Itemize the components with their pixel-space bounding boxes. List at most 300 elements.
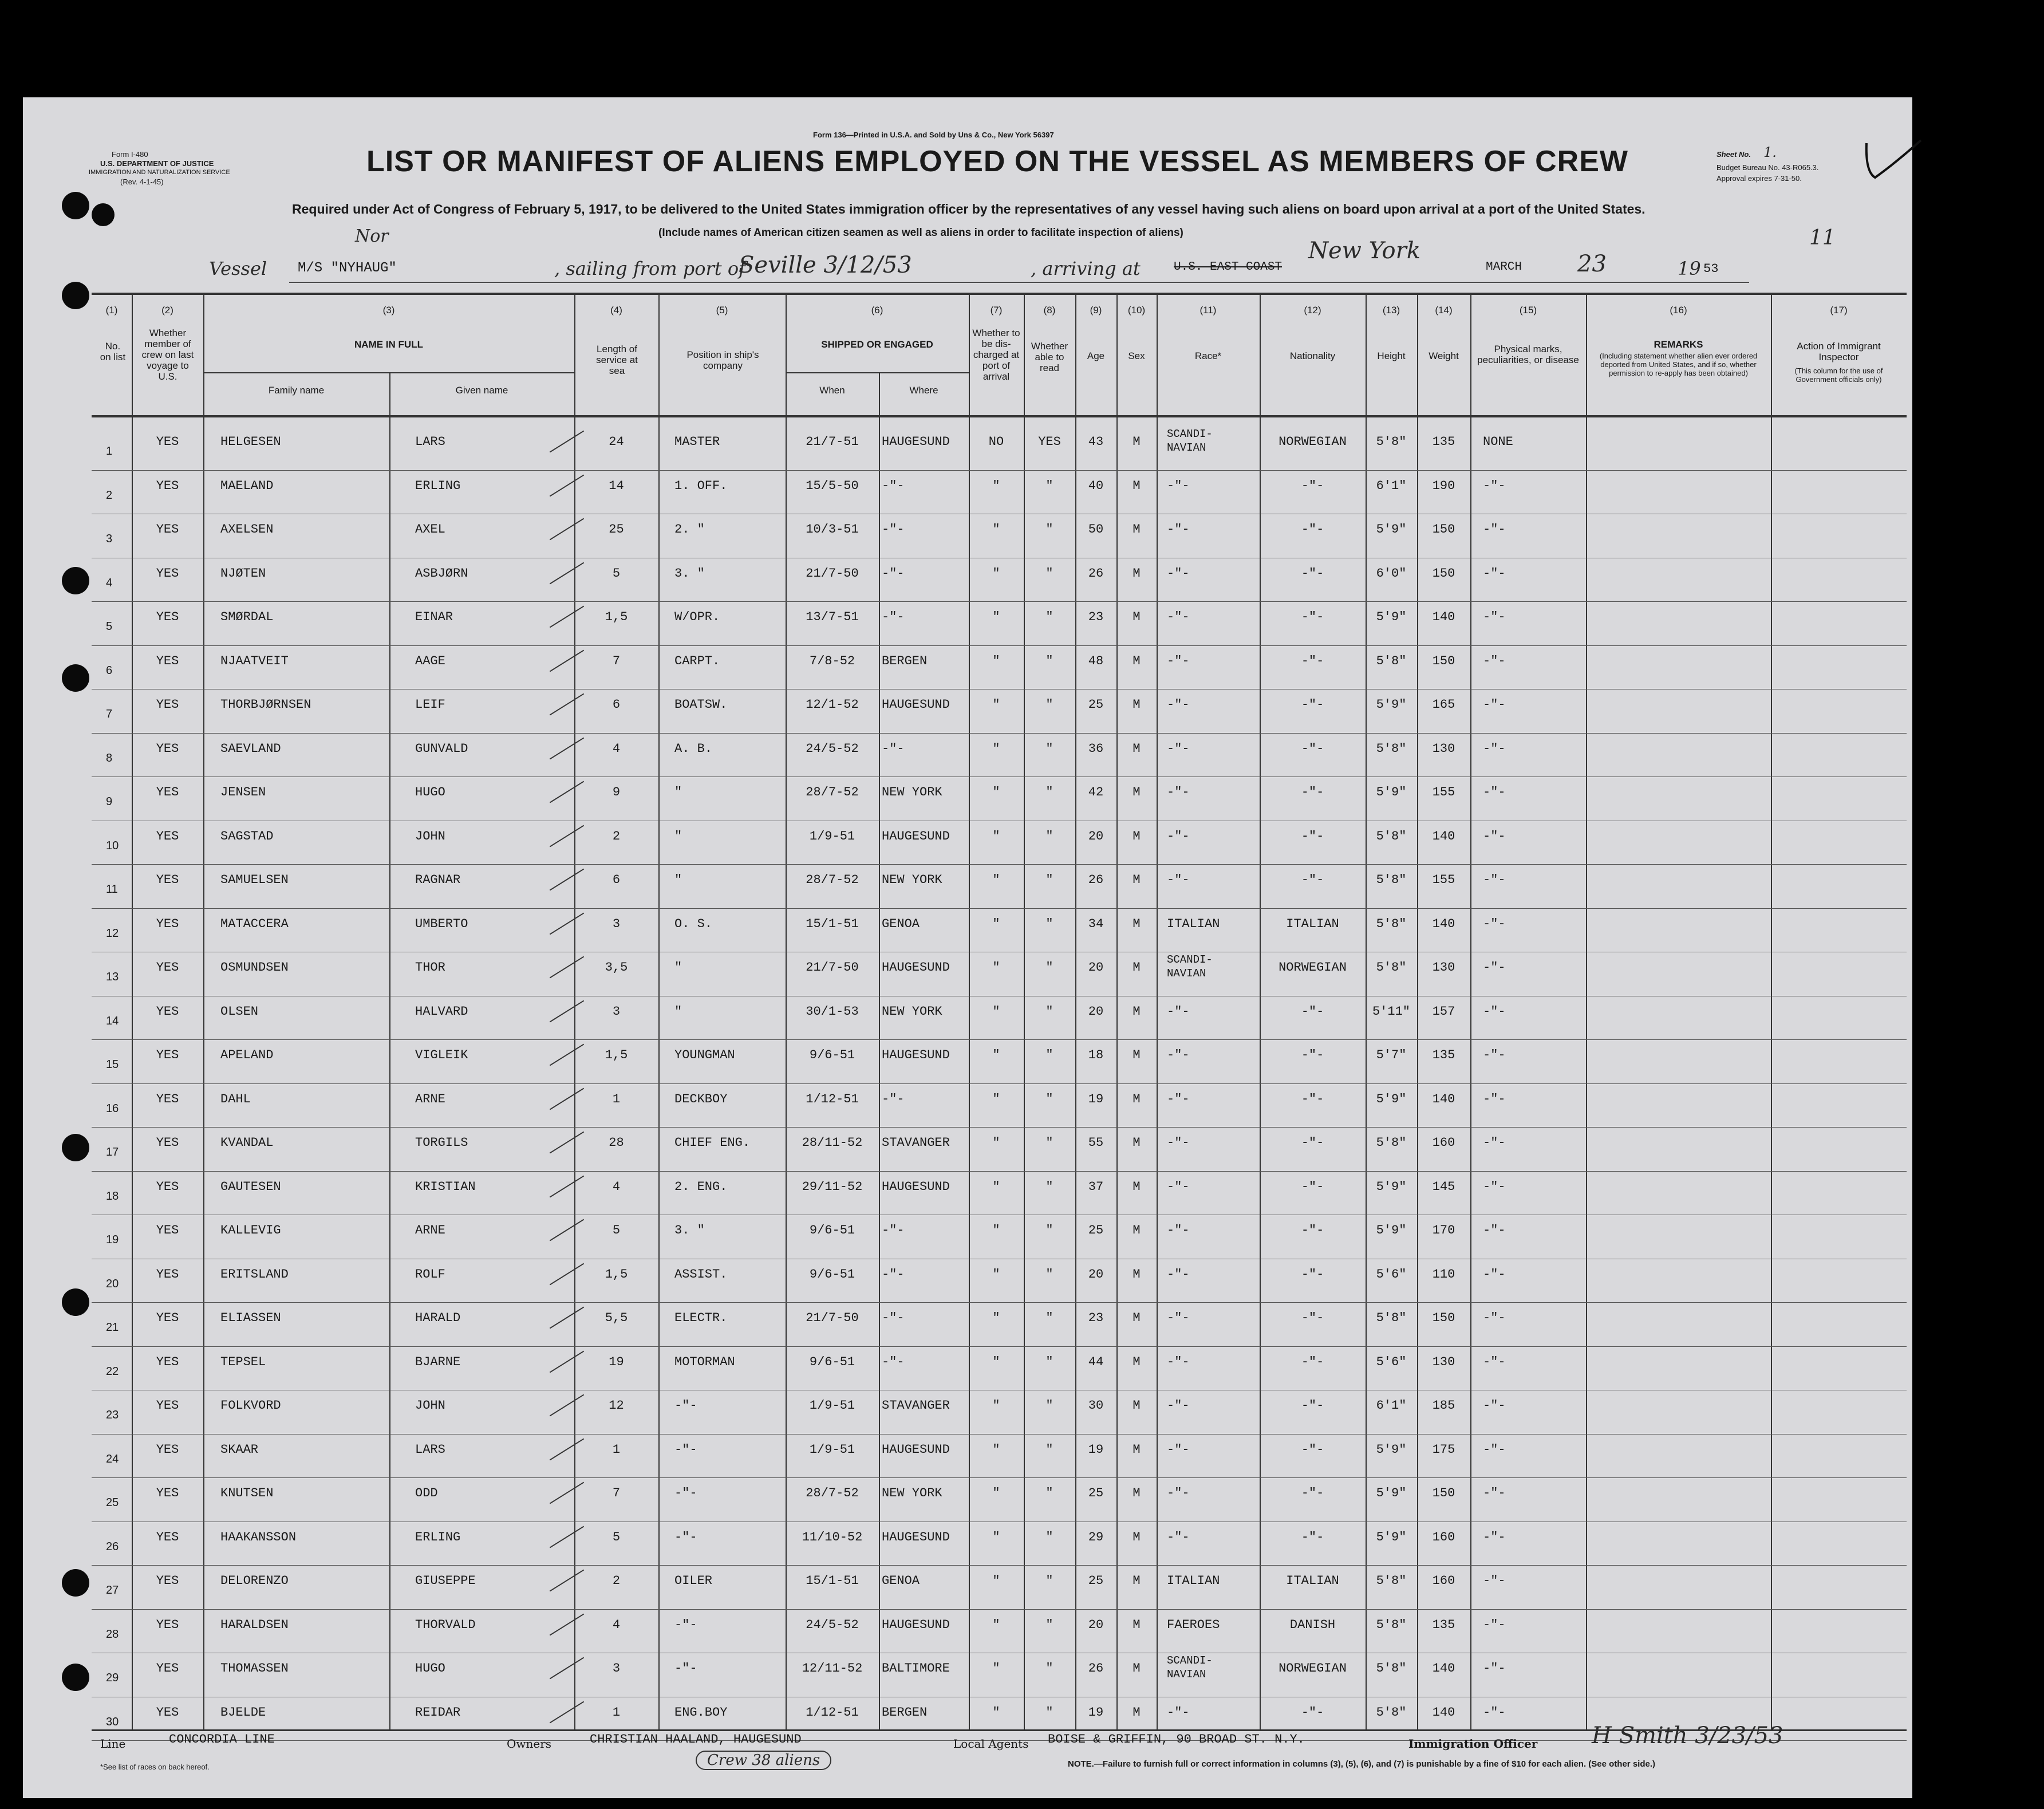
table-top-border bbox=[92, 293, 1907, 295]
col8-header: Whether able to read bbox=[1031, 341, 1068, 373]
height: 5'8" bbox=[1376, 960, 1407, 975]
physical-marks: -"- bbox=[1483, 1398, 1506, 1413]
service-length: 25 bbox=[609, 522, 624, 537]
weight: 130 bbox=[1432, 741, 1455, 756]
physical-marks: -"- bbox=[1483, 1661, 1506, 1676]
position: 3. " bbox=[674, 1223, 705, 1237]
sex: M bbox=[1133, 1311, 1141, 1325]
check-mark bbox=[1861, 132, 1924, 183]
year-prefix: 19 bbox=[1678, 258, 1701, 279]
physical-marks: -"- bbox=[1483, 785, 1506, 799]
age: 30 bbox=[1088, 1398, 1104, 1413]
service-length: 6 bbox=[612, 873, 621, 887]
family-name: MAELAND bbox=[220, 478, 274, 493]
race: -"- bbox=[1167, 1705, 1190, 1720]
family-name: HAAKANSSON bbox=[220, 1530, 297, 1544]
given-name: LARS bbox=[415, 435, 445, 449]
sex: M bbox=[1133, 1004, 1141, 1019]
height: 5'8" bbox=[1376, 435, 1407, 449]
col1-header: No. on list bbox=[100, 341, 126, 362]
able-to-read: " bbox=[1045, 741, 1053, 756]
race: SCANDI- NAVIAN bbox=[1167, 1654, 1213, 1681]
weight: 150 bbox=[1432, 522, 1455, 537]
service-length: 4 bbox=[612, 1617, 621, 1632]
weight: 185 bbox=[1432, 1398, 1455, 1413]
col-sep bbox=[1470, 293, 1471, 1730]
age: 25 bbox=[1088, 1223, 1104, 1237]
crew-member-flag: YES bbox=[156, 916, 179, 931]
able-to-read: " bbox=[1045, 829, 1053, 844]
row-rule bbox=[92, 470, 1907, 471]
physical-marks: NONE bbox=[1483, 435, 1513, 449]
family-name: SAGSTAD bbox=[220, 829, 274, 844]
nationality: NORWEGIAN bbox=[1279, 435, 1347, 449]
crew-member-flag: YES bbox=[156, 1530, 179, 1544]
service-length: 1 bbox=[612, 1442, 621, 1457]
race: -"- bbox=[1167, 1223, 1190, 1237]
age: 19 bbox=[1088, 1705, 1104, 1720]
able-to-read: " bbox=[1045, 1091, 1053, 1106]
nationality: -"- bbox=[1301, 1048, 1324, 1062]
position: " bbox=[674, 1004, 682, 1019]
shipped-where: HAUGESUND bbox=[882, 1179, 950, 1194]
given-name: JOHN bbox=[415, 1398, 445, 1413]
discharged: " bbox=[992, 1354, 1000, 1369]
service-length: 1 bbox=[612, 1705, 621, 1720]
crew-member-flag: YES bbox=[156, 1398, 179, 1413]
approval-expiry: Approval expires 7-31-50. bbox=[1717, 174, 1802, 183]
nationality: -"- bbox=[1301, 785, 1324, 799]
col17-subheader: (This column for the use of Government officials only) bbox=[1794, 366, 1883, 384]
col1-number: (1) bbox=[105, 305, 118, 316]
age: 23 bbox=[1088, 1311, 1104, 1325]
race: -"- bbox=[1167, 1311, 1190, 1325]
sailing-label: , sailing from port of bbox=[554, 258, 745, 279]
row-rule bbox=[92, 864, 1907, 865]
race: ITALIAN bbox=[1167, 916, 1220, 931]
row-number: 22 bbox=[106, 1365, 119, 1378]
discharged: " bbox=[992, 829, 1000, 844]
nationality: -"- bbox=[1301, 1530, 1324, 1544]
row-rule bbox=[92, 1346, 1907, 1347]
family-name: NJØTEN bbox=[220, 566, 266, 581]
crew-member-flag: YES bbox=[156, 1442, 179, 1457]
row-number: 7 bbox=[106, 708, 113, 720]
budget-bureau: Budget Bureau No. 43-R065.3. bbox=[1717, 163, 1819, 172]
nationality: -"- bbox=[1301, 1223, 1324, 1237]
nationality: ITALIAN bbox=[1286, 1574, 1339, 1588]
sex: M bbox=[1133, 873, 1141, 887]
given-name: HUGO bbox=[415, 1661, 445, 1676]
age: 20 bbox=[1088, 829, 1104, 844]
name-subheader-rule bbox=[203, 372, 574, 373]
position: CARPT. bbox=[674, 653, 720, 668]
arrival-day: 23 bbox=[1577, 251, 1607, 277]
col5-number: (5) bbox=[716, 305, 728, 316]
crew-member-flag: YES bbox=[156, 1705, 179, 1720]
position: OILER bbox=[674, 1574, 713, 1588]
race: SCANDI- NAVIAN bbox=[1167, 953, 1213, 980]
officer-signature: H Smith 3/23/53 bbox=[1592, 1723, 1783, 1749]
position: -"- bbox=[674, 1530, 697, 1544]
race: -"- bbox=[1167, 522, 1190, 537]
given-name: ERLING bbox=[415, 478, 461, 493]
race: SCANDI- NAVIAN bbox=[1167, 428, 1213, 454]
race: -"- bbox=[1167, 1048, 1190, 1062]
discharged: " bbox=[992, 1311, 1000, 1325]
row-number: 6 bbox=[106, 664, 113, 677]
physical-marks: -"- bbox=[1483, 653, 1506, 668]
sex: M bbox=[1133, 1179, 1141, 1194]
race: -"- bbox=[1167, 785, 1190, 799]
race: -"- bbox=[1167, 1354, 1190, 1369]
service-length: 7 bbox=[612, 653, 621, 668]
able-to-read: " bbox=[1045, 653, 1053, 668]
nationality: -"- bbox=[1301, 697, 1324, 712]
row-number: 5 bbox=[106, 620, 113, 633]
shipped-where: BALTIMORE bbox=[882, 1661, 950, 1676]
family-name: TEPSEL bbox=[220, 1354, 266, 1369]
service-length: 14 bbox=[609, 478, 624, 493]
row-rule bbox=[92, 645, 1907, 646]
col15-number: (15) bbox=[1519, 305, 1537, 316]
service-length: 1,5 bbox=[605, 610, 628, 624]
service-length: 5 bbox=[612, 1530, 621, 1544]
col-sep bbox=[1771, 293, 1772, 1730]
shipped-when: 11/10-52 bbox=[802, 1530, 863, 1544]
physical-marks: -"- bbox=[1483, 1091, 1506, 1106]
crew-member-flag: YES bbox=[156, 1048, 179, 1062]
given-name: ROLF bbox=[415, 1267, 445, 1282]
age: 26 bbox=[1088, 873, 1104, 887]
given-name: ARNE bbox=[415, 1091, 445, 1106]
discharged: NO bbox=[988, 435, 1004, 449]
height: 5'7" bbox=[1376, 1048, 1407, 1062]
shipped-where: -"- bbox=[882, 522, 905, 537]
age: 25 bbox=[1088, 1574, 1104, 1588]
col4-number: (4) bbox=[610, 305, 622, 316]
col10-number: (10) bbox=[1127, 305, 1146, 316]
vessel-name: M/S "NYHAUG" bbox=[298, 261, 397, 276]
weight: 160 bbox=[1432, 1136, 1455, 1150]
row-number: 4 bbox=[106, 576, 113, 589]
punch-hole bbox=[62, 282, 89, 309]
age: 25 bbox=[1088, 697, 1104, 712]
weight: 140 bbox=[1432, 610, 1455, 624]
discharged: " bbox=[992, 1179, 1000, 1194]
service-length: 5,5 bbox=[605, 1311, 628, 1325]
position: " bbox=[674, 829, 682, 844]
discharged: " bbox=[992, 873, 1000, 887]
row-rule bbox=[92, 601, 1907, 602]
able-to-read: YES bbox=[1038, 435, 1061, 449]
col3-header: NAME IN FULL bbox=[354, 339, 423, 350]
height: 5'9" bbox=[1376, 1179, 1407, 1194]
weight: 190 bbox=[1432, 478, 1455, 493]
col14-header: Weight bbox=[1429, 350, 1459, 361]
crew-member-flag: YES bbox=[156, 478, 179, 493]
shipped-when: 21/7-50 bbox=[806, 566, 859, 581]
shipped-when: 13/7-51 bbox=[806, 610, 859, 624]
arrival-year: 53 bbox=[1703, 262, 1719, 276]
height: 5'9" bbox=[1376, 1091, 1407, 1106]
weight: 140 bbox=[1432, 1705, 1455, 1720]
family-name: APELAND bbox=[220, 1048, 274, 1062]
able-to-read: " bbox=[1045, 1486, 1053, 1500]
arriving-port-handwritten: New York bbox=[1308, 238, 1420, 264]
department: U.S. DEPARTMENT OF JUSTICE bbox=[100, 159, 214, 168]
crew-member-flag: YES bbox=[156, 610, 179, 624]
discharged: " bbox=[992, 1442, 1000, 1457]
age: 20 bbox=[1088, 1617, 1104, 1632]
race: -"- bbox=[1167, 1091, 1190, 1106]
row-number: 24 bbox=[106, 1452, 119, 1465]
physical-marks: -"- bbox=[1483, 1048, 1506, 1062]
family-name: THORBJØRNSEN bbox=[220, 697, 311, 712]
shipped-when: 1/12-51 bbox=[806, 1705, 859, 1720]
given-name: GUNVALD bbox=[415, 741, 468, 756]
able-to-read: " bbox=[1045, 1223, 1053, 1237]
row-number: 10 bbox=[106, 839, 119, 852]
physical-marks: -"- bbox=[1483, 741, 1506, 756]
shipped-when: 9/6-51 bbox=[809, 1048, 855, 1062]
height: 5'6" bbox=[1376, 1267, 1407, 1282]
line-label: Line bbox=[100, 1737, 126, 1751]
weight: 140 bbox=[1432, 916, 1455, 931]
able-to-read: " bbox=[1045, 1136, 1053, 1150]
shipped-where: HAUGESUND bbox=[882, 697, 950, 712]
able-to-read: " bbox=[1045, 1048, 1053, 1062]
subnote: (Include names of American citizen seamen as well as aliens in order to facilitate inspection of aliens) bbox=[658, 227, 1183, 239]
crew-member-flag: YES bbox=[156, 1179, 179, 1194]
age: 37 bbox=[1088, 1179, 1104, 1194]
able-to-read: " bbox=[1045, 873, 1053, 887]
sex: M bbox=[1133, 435, 1141, 449]
nationality: ITALIAN bbox=[1286, 916, 1339, 931]
sex: M bbox=[1133, 1486, 1141, 1500]
row-rule bbox=[92, 908, 1907, 909]
crew-member-flag: YES bbox=[156, 1136, 179, 1150]
row-rule bbox=[92, 733, 1907, 734]
col4-header: Length of service at sea bbox=[596, 344, 638, 376]
age: 55 bbox=[1088, 1136, 1104, 1150]
physical-marks: -"- bbox=[1483, 522, 1506, 537]
height: 6'1" bbox=[1376, 478, 1407, 493]
able-to-read: " bbox=[1045, 566, 1053, 581]
nationality: -"- bbox=[1301, 1311, 1324, 1325]
race: ITALIAN bbox=[1167, 1574, 1220, 1588]
family-name: FOLKVORD bbox=[220, 1398, 281, 1413]
header-bottom-border bbox=[92, 415, 1907, 417]
height: 5'9" bbox=[1376, 1486, 1407, 1500]
shipped-when: 29/11-52 bbox=[802, 1179, 863, 1194]
service-length: 3,5 bbox=[605, 960, 628, 975]
row-number: 17 bbox=[106, 1146, 119, 1158]
row-number: 8 bbox=[106, 751, 113, 764]
punch-hole bbox=[62, 192, 89, 219]
col11-number: (11) bbox=[1199, 305, 1217, 316]
age: 20 bbox=[1088, 1267, 1104, 1282]
discharged: " bbox=[992, 566, 1000, 581]
col6-number: (6) bbox=[871, 305, 883, 316]
row-number: 28 bbox=[106, 1627, 119, 1641]
shipped-where: NEW YORK bbox=[882, 1486, 942, 1500]
nationality: -"- bbox=[1301, 1267, 1324, 1282]
position: 3. " bbox=[674, 566, 705, 581]
revision: (Rev. 4-1-45) bbox=[120, 178, 164, 186]
shipped-where: -"- bbox=[882, 1311, 905, 1325]
shipped-where: -"- bbox=[882, 1091, 905, 1106]
family-name: THOMASSEN bbox=[220, 1661, 289, 1676]
page-title: LIST OR MANIFEST OF ALIENS EMPLOYED ON THE VESSEL AS MEMBERS OF CREW bbox=[366, 145, 1628, 178]
height: 5'8" bbox=[1376, 1574, 1407, 1588]
nationality: -"- bbox=[1301, 829, 1324, 844]
subtitle: Required under Act of Congress of February 5, 1917, to be delivered to the United States immigration officer by the representatives of any vessel having such aliens on board upon arrival at a port of the United States. bbox=[292, 202, 1646, 216]
weight: 175 bbox=[1432, 1442, 1455, 1457]
service-length: 5 bbox=[612, 566, 621, 581]
physical-marks: -"- bbox=[1483, 1136, 1506, 1150]
row-rule bbox=[92, 1083, 1907, 1084]
age: 34 bbox=[1088, 916, 1104, 931]
shipped-where-header: Where bbox=[909, 385, 938, 396]
service-length: 19 bbox=[609, 1354, 624, 1369]
physical-marks: -"- bbox=[1483, 1705, 1506, 1720]
family-name: KALLEVIG bbox=[220, 1223, 281, 1237]
physical-marks: -"- bbox=[1483, 829, 1506, 844]
service-length: 9 bbox=[612, 785, 621, 799]
able-to-read: " bbox=[1045, 610, 1053, 624]
position: 2. " bbox=[674, 522, 705, 537]
race: -"- bbox=[1167, 829, 1190, 844]
row-number: 19 bbox=[106, 1233, 119, 1246]
row-number: 29 bbox=[106, 1672, 119, 1684]
family-name: SKAAR bbox=[220, 1442, 259, 1457]
row-rule bbox=[92, 1477, 1907, 1478]
owners-value: CHRISTIAN HAALAND, HAUGESUND bbox=[590, 1732, 802, 1747]
shipped-when: 9/6-51 bbox=[809, 1354, 855, 1369]
discharged: " bbox=[992, 478, 1000, 493]
position: ASSIST. bbox=[674, 1267, 728, 1282]
discharged: " bbox=[992, 1004, 1000, 1019]
weight: 135 bbox=[1432, 1048, 1455, 1062]
shipped-where: BERGEN bbox=[882, 1705, 928, 1720]
physical-marks: -"- bbox=[1483, 697, 1506, 712]
nationality: -"- bbox=[1301, 741, 1324, 756]
able-to-read: " bbox=[1045, 1179, 1053, 1194]
row-number: 15 bbox=[106, 1058, 119, 1071]
service-length: 3 bbox=[612, 1004, 621, 1019]
row-rule bbox=[92, 1171, 1907, 1172]
weight: 130 bbox=[1432, 960, 1455, 975]
shipped-where: -"- bbox=[882, 610, 905, 624]
age: 20 bbox=[1088, 960, 1104, 975]
given-name: GIUSEPPE bbox=[415, 1574, 476, 1588]
shipped-when: 12/11-52 bbox=[802, 1661, 863, 1676]
given-name: THOR bbox=[415, 960, 445, 975]
shipped-when: 21/7-50 bbox=[806, 1311, 859, 1325]
row-number: 2 bbox=[106, 488, 113, 502]
position: -"- bbox=[674, 1442, 697, 1457]
sex: M bbox=[1133, 1574, 1141, 1588]
given-name: ODD bbox=[415, 1486, 438, 1500]
col2-header: Whether member of crew on last voyage to U.S. bbox=[141, 328, 194, 382]
crew-member-flag: YES bbox=[156, 873, 179, 887]
family-name: OLSEN bbox=[220, 1004, 259, 1019]
col-sep bbox=[658, 293, 660, 1730]
sex: M bbox=[1133, 1136, 1141, 1150]
race: -"- bbox=[1167, 1267, 1190, 1282]
shipped-where: STAVANGER bbox=[882, 1136, 950, 1150]
height: 5'9" bbox=[1376, 1530, 1407, 1544]
weight: 150 bbox=[1432, 1486, 1455, 1500]
weight: 150 bbox=[1432, 1311, 1455, 1325]
vessel-flag-handwritten: Nor bbox=[355, 226, 389, 246]
nationality: DANISH bbox=[1289, 1617, 1336, 1632]
punch-hole bbox=[62, 664, 89, 692]
able-to-read: " bbox=[1045, 1398, 1053, 1413]
family-name: SAMUELSEN bbox=[220, 873, 289, 887]
age: 26 bbox=[1088, 566, 1104, 581]
arrival-month: MARCH bbox=[1486, 261, 1522, 274]
position: -"- bbox=[674, 1486, 697, 1500]
physical-marks: -"- bbox=[1483, 1617, 1506, 1632]
sex: M bbox=[1133, 1705, 1141, 1720]
crew-member-flag: YES bbox=[156, 1311, 179, 1325]
given-name: LARS bbox=[415, 1442, 445, 1457]
position: -"- bbox=[674, 1398, 697, 1413]
shipped-where: -"- bbox=[882, 1354, 905, 1369]
shipped-when: 28/7-52 bbox=[806, 785, 859, 799]
punch-hole bbox=[62, 1664, 89, 1691]
shipped-when: 9/6-51 bbox=[809, 1223, 855, 1237]
shipped-where: HAUGESUND bbox=[882, 1617, 950, 1632]
height: 5'8" bbox=[1376, 916, 1407, 931]
position: MOTORMAN bbox=[674, 1354, 735, 1369]
physical-marks: -"- bbox=[1483, 1179, 1506, 1194]
race: -"- bbox=[1167, 1179, 1190, 1194]
physical-marks: -"- bbox=[1483, 916, 1506, 931]
family-name: SMØRDAL bbox=[220, 610, 274, 624]
position: ENG.BOY bbox=[674, 1705, 728, 1720]
weight: 155 bbox=[1432, 873, 1455, 887]
col7-header: Whether to be dis-charged at port of arrival bbox=[972, 328, 1020, 382]
service-length: 5 bbox=[612, 1223, 621, 1237]
shipped-when-header: When bbox=[819, 385, 845, 396]
row-number: 12 bbox=[106, 927, 119, 940]
shipped-where: -"- bbox=[882, 1223, 905, 1237]
crew-member-flag: YES bbox=[156, 1091, 179, 1106]
sex: M bbox=[1133, 1091, 1141, 1106]
service-length: 6 bbox=[612, 697, 621, 712]
sex: M bbox=[1133, 522, 1141, 537]
family-name: KVANDAL bbox=[220, 1136, 274, 1150]
shipped-when: 1/9-51 bbox=[809, 1398, 855, 1413]
given-name: RAGNAR bbox=[415, 873, 461, 887]
nationality: -"- bbox=[1301, 478, 1324, 493]
shipped-where: -"- bbox=[882, 566, 905, 581]
service-length: 1,5 bbox=[605, 1267, 628, 1282]
punch-hole bbox=[62, 1134, 89, 1161]
nationality: -"- bbox=[1301, 653, 1324, 668]
height: 5'9" bbox=[1376, 522, 1407, 537]
given-name: THORVALD bbox=[415, 1617, 476, 1632]
discharged: " bbox=[992, 697, 1000, 712]
race: -"- bbox=[1167, 1398, 1190, 1413]
position: -"- bbox=[674, 1661, 697, 1676]
position: 2. ENG. bbox=[674, 1179, 728, 1194]
row-number: 25 bbox=[106, 1496, 119, 1509]
weight: 145 bbox=[1432, 1179, 1455, 1194]
